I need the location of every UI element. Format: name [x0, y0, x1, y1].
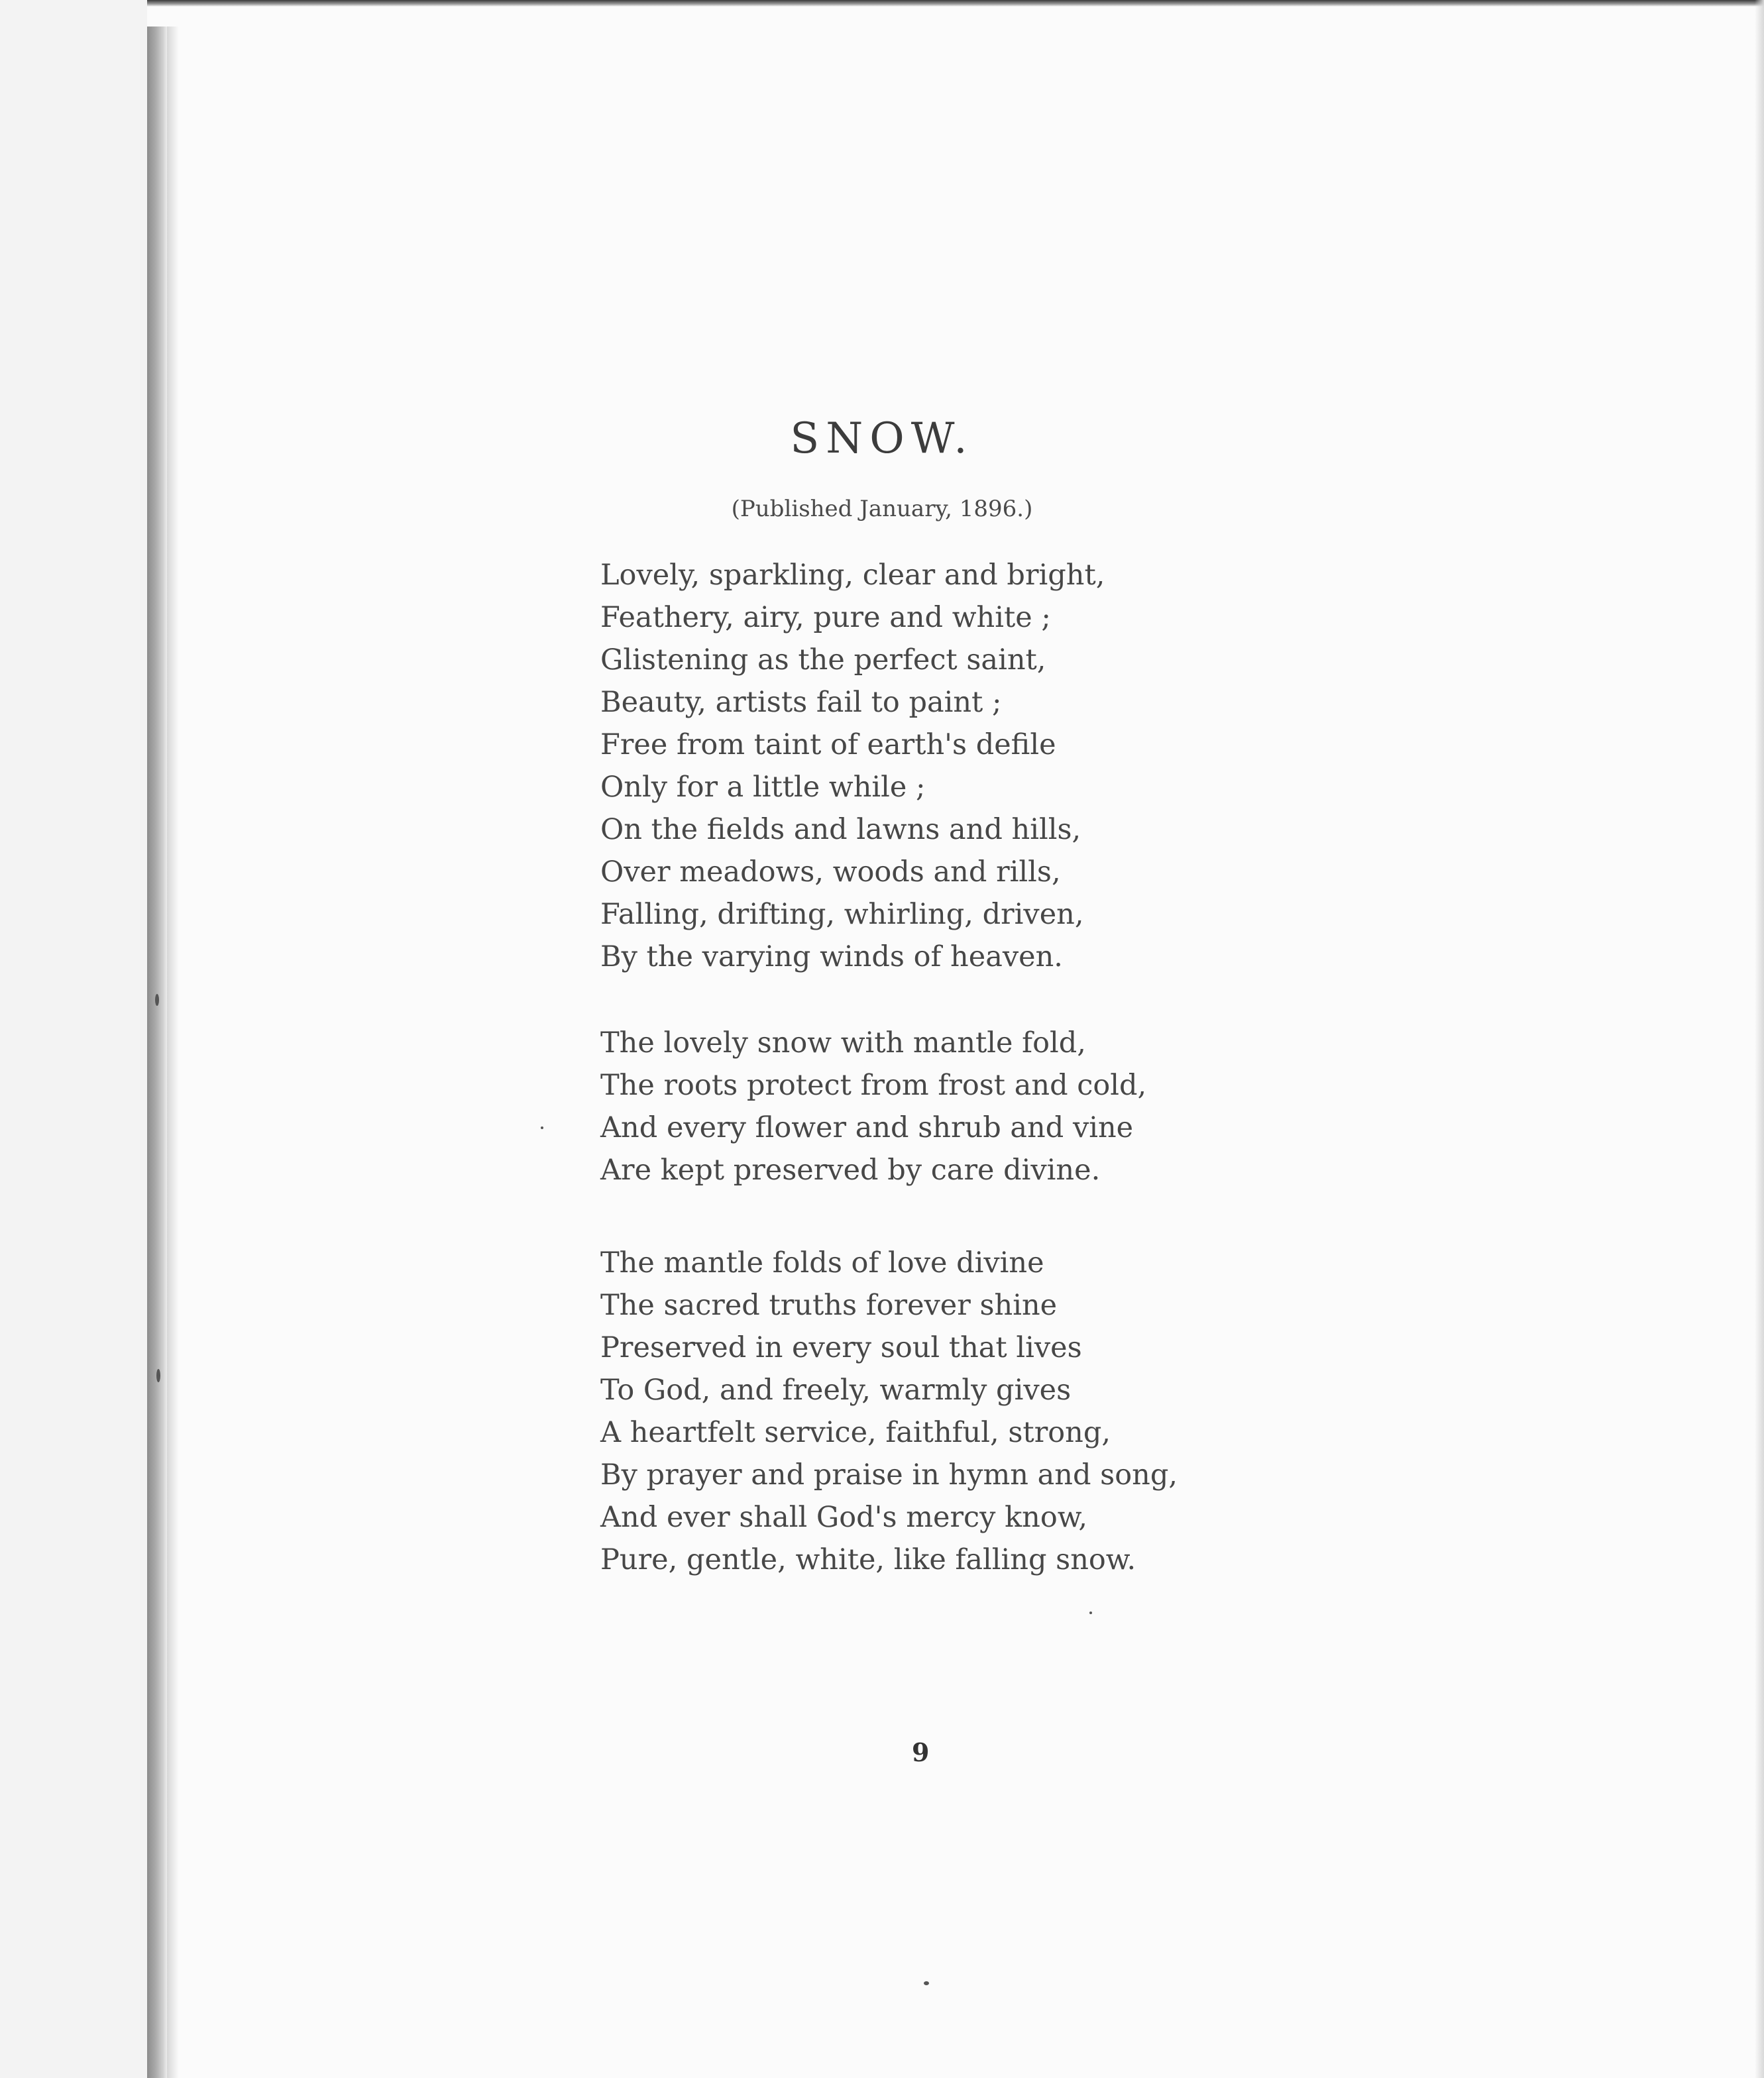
- page-right-edge: [1755, 0, 1764, 2078]
- page-number: 9: [912, 1737, 930, 1767]
- poem-line: Lovely, sparkling, clear and bright,: [600, 559, 1105, 592]
- stanza-1: [600, 554, 1105, 978]
- paper-speck: [156, 1369, 160, 1382]
- paper-speck: [924, 1981, 929, 1985]
- poem-line: A heartfelt service, faithful, strong,: [600, 1416, 1111, 1449]
- poem-line: And every flower and shrub and vine: [600, 1111, 1134, 1144]
- poem-line: Free from taint of earth's defile: [600, 728, 1056, 761]
- poem-line: And ever shall God's mercy know,: [600, 1501, 1088, 1534]
- poem-line: By the varying winds of heaven.: [600, 940, 1063, 973]
- poem-line: On the fields and lawns and hills,: [600, 813, 1081, 846]
- left-page-margin: [0, 0, 147, 2078]
- poem-line: Falling, drifting, whirling, driven,: [600, 898, 1084, 931]
- poem-line: To God, and freely, warmly gives: [600, 1374, 1072, 1407]
- poem-title: SNOW.: [790, 414, 974, 463]
- poem-line: Preserved in every soul that lives: [600, 1331, 1082, 1364]
- poem-line: Only for a little while ;: [600, 771, 926, 804]
- stanza-3: [600, 1242, 1178, 1581]
- poem-line: The mantle folds of love divine: [600, 1246, 1044, 1280]
- stanza-2: [600, 1022, 1146, 1191]
- page-top-edge: [0, 0, 1764, 7]
- paper-speck: [155, 994, 159, 1006]
- poem-line: The sacred truths forever shine: [600, 1289, 1058, 1322]
- poem-line: By prayer and praise in hymn and song,: [600, 1458, 1178, 1492]
- gutter-shadow: [167, 27, 179, 2078]
- poem-line: Glistening as the perfect saint,: [600, 643, 1046, 677]
- poem-line: Over meadows, woods and rills,: [600, 855, 1061, 889]
- poem-line: Pure, gentle, white, like falling snow.: [600, 1543, 1136, 1576]
- poem-line: The lovely snow with mantle fold,: [600, 1026, 1086, 1060]
- poem-line: The roots protect from frost and cold,: [600, 1069, 1147, 1102]
- poem-line: Beauty, artists fail to paint ;: [600, 686, 1002, 719]
- paper-speck: [1089, 1612, 1092, 1614]
- paper-speck: [541, 1126, 543, 1129]
- poem-line: Are kept preserved by care divine.: [600, 1154, 1101, 1187]
- poem-subtitle: (Published January, 1896.): [731, 496, 1033, 522]
- book-gutter: [147, 27, 167, 2078]
- poem-line: Feathery, airy, pure and white ;: [600, 601, 1051, 634]
